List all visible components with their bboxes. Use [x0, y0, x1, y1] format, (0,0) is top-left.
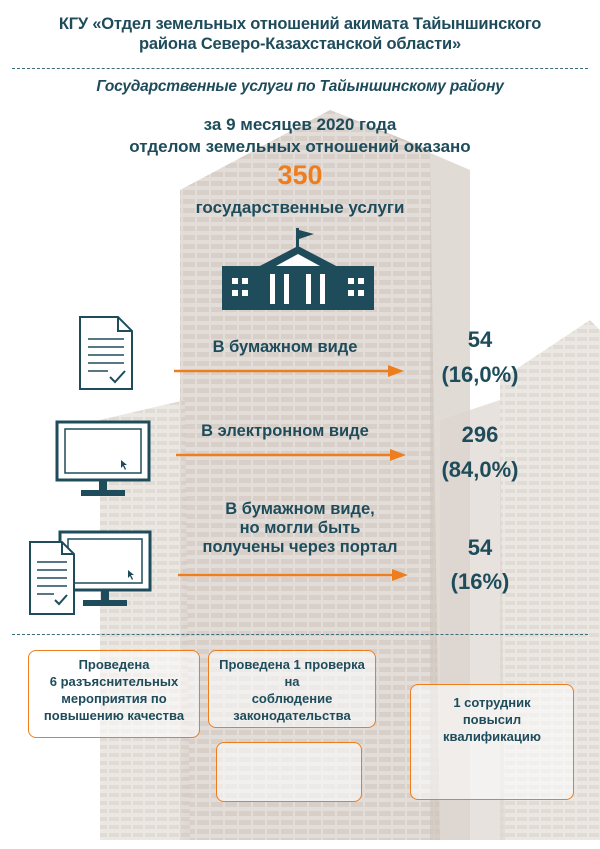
- computer-monitor-icon: [55, 420, 151, 500]
- period-line2: отделом земельных отношений оказано: [129, 137, 471, 156]
- category-label-portal-line1: В бумажном виде,: [225, 500, 375, 518]
- info-box-training-line3: квалификацию: [443, 729, 541, 744]
- info-box-inspection-line3: законодательства: [233, 708, 351, 723]
- info-box-inspection-line1: Проведена 1 проверка на: [219, 657, 365, 689]
- category-count-portal: 54: [467, 535, 493, 560]
- info-box-training-line1: 1 сотрудник: [453, 695, 531, 710]
- divider-top: [12, 68, 588, 69]
- info-box-training-line2: повысил: [462, 712, 522, 727]
- category-percent-portal: (16%): [450, 569, 510, 594]
- paper-document-icon: [78, 315, 134, 391]
- period-line1: за 9 месяцев 2020 года: [203, 115, 397, 134]
- arrow-electronic: [176, 448, 408, 462]
- total-count: 350: [277, 160, 323, 190]
- info-box-inspection-text: [210, 656, 374, 724]
- category-count-electronic: 296: [461, 422, 499, 447]
- arrow-paper: [174, 364, 406, 378]
- document-and-monitor-icon: [28, 528, 158, 618]
- subtitle: Государственные услуги по Тайыншинскому району: [96, 78, 504, 95]
- header-title-line1: КГУ «Отдел земельных отношений акимата Тайыншинского: [58, 15, 542, 33]
- government-building-icon: [218, 228, 378, 312]
- info-box-events-line1: Проведена: [78, 657, 150, 672]
- category-label-portal-line2: но могли быть: [239, 519, 361, 537]
- info-box-events-text: [32, 656, 196, 724]
- category-label-portal-line3: получены через портал: [202, 538, 398, 556]
- divider-bottom: [12, 634, 588, 635]
- info-box-training-text: [412, 694, 572, 745]
- period-text: [60, 114, 540, 158]
- category-label-paper: В бумажном виде: [212, 338, 358, 356]
- arrow-portal: [178, 568, 410, 582]
- category-percent-electronic: (84,0%): [441, 457, 519, 482]
- info-box-events-line2: 6 разъяснительных: [49, 674, 179, 689]
- total-label: государственные услуги: [195, 198, 405, 217]
- category-percent-paper: (16,0%): [441, 362, 519, 387]
- category-count-paper: 54: [467, 327, 493, 352]
- info-box-events-line4: повышению качества: [43, 708, 185, 723]
- info-box-inspection-line2: соблюдение: [251, 691, 333, 706]
- category-label-electronic: В электронном виде: [201, 422, 369, 440]
- header-title-line2: района Северо-Казахстанской области»: [139, 35, 461, 53]
- category-label-portal: [150, 500, 450, 557]
- info-box-empty: [216, 742, 362, 802]
- info-box-events-line3: мероприятия по: [61, 691, 167, 706]
- header-title: [20, 14, 580, 54]
